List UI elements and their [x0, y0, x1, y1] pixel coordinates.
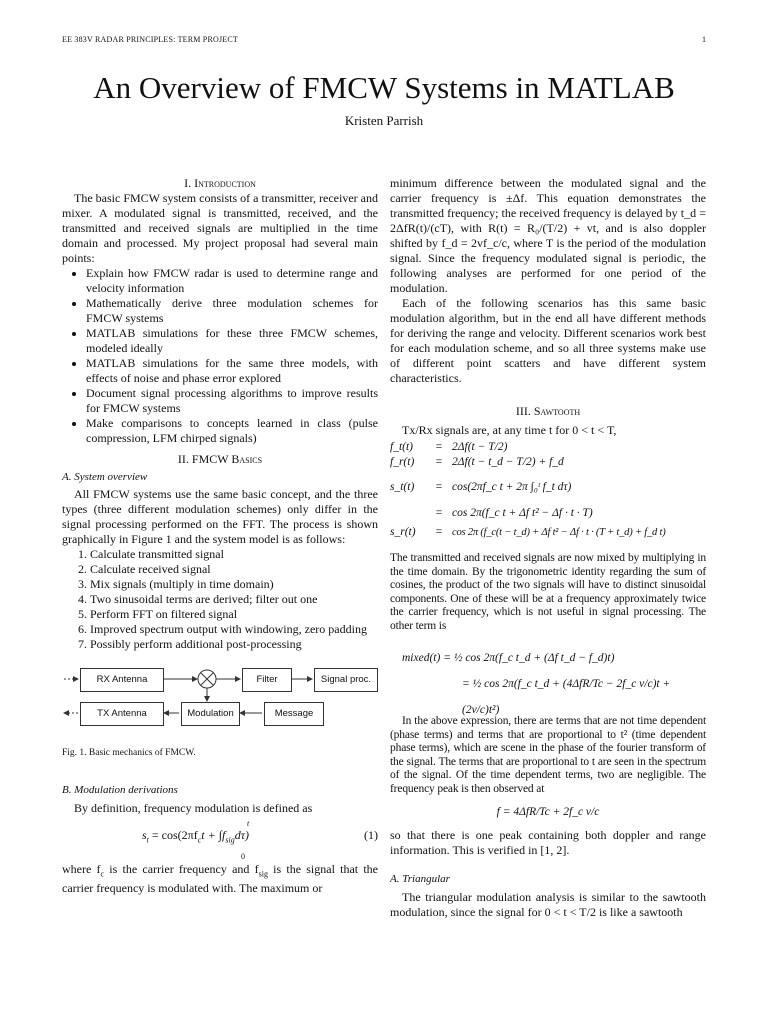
mixing-paragraph: The transmitted and received signals are now mixed by multiplying in the time domain. By the trigonometric identity regarding the sum of cosines, the product of the two signals will have to distinct sinusoidal components. One of these will be at a frequency approximately twice the carrier frequency, which is not useful in signal processing. The other term is: [390, 552, 706, 632]
author: Kristen Parrish: [344, 113, 424, 128]
section-heading-introduction: I. Introduction: [184, 176, 256, 190]
list-item: 5. Perform FFT on filtered signal: [90, 607, 378, 622]
modulation-block: Modulation: [181, 702, 240, 726]
paper-title: An Overview of FMCW Systems in MATLAB: [93, 70, 675, 105]
tx-antenna-block: TX Antenna: [80, 702, 164, 726]
list-item: • Explain how FMCW radar is used to determine range and velocity information: [86, 266, 378, 296]
list-item: 7. Possibly perform additional post-processing: [90, 637, 378, 652]
equation-row: f_t(t) = 2Δf(t − T/2): [390, 441, 508, 453]
sawtooth-intro: Tx/Rx signals are, at any time t for 0 < t < T,: [402, 423, 617, 437]
equation-1: $s_t = \cos(2\pi f_ct + \int f_{sig}d\tau)$ t 0 (1): [142, 819, 378, 861]
frequency-difference-paragraph: minimum difference between the modulated signal and the carrier frequency is ±Δf. This equation demonstrates the transmitted frequency; the received frequency is delayed by t_d = 2ΔfR(t)/(cT), with R(t) = R₀/(T/2) + vt, and is also doppler shifted by f_d = 2vf_c/c, where T is the period of the modulation signal. Since the frequency modulated signal is periodic, the following analyses are performed for one period of the modulation.: [390, 176, 706, 295]
equation-row: = cos 2π(f_c t + Δf t² − Δf · t · T): [435, 507, 593, 519]
left-column: [62, 176, 378, 896]
system-overview-paragraph: All FMCW systems use the same basic concept, and the three types (three different modulation schemes) only differ in the signal processing performed on the FFT. The process is shown graphically in Figure 1 and the system model is as follows:: [62, 487, 378, 546]
list-item: 4. Two sinusoidal terms are derived; filter out one: [90, 592, 378, 607]
equation-row: s_r(t) = cos 2π (f_c(t − t_d) + Δf t² − Δf · t · (T + t_d) + f_d t): [390, 526, 666, 538]
section-heading-sawtooth: III. Sawtooth: [515, 404, 581, 418]
list-item: 6. Improved spectrum output with windowing, zero padding: [90, 622, 378, 637]
proposal-bullet-list: [62, 266, 378, 446]
intro-paragraph: The basic FMCW system consists of a transmitter, receiver and mixer. A modulated signal is transmitted, received, and the transmitted and received signals are multiplied in the time domain and processed. My project proposal had several main points:: [62, 191, 378, 265]
subsection-heading-triangular: A. Triangular: [390, 873, 450, 885]
list-item: • Mathematically derive three modulation schemes for FMCW systems: [86, 296, 378, 326]
rx-antenna-block: RX Antenna: [80, 668, 164, 692]
equation-row: s_t(t) = cos(2πf_c t + 2π ∫₀ᵗ f_t dτ): [390, 480, 572, 493]
triangular-paragraph: The triangular modulation analysis is similar to the sawtooth modulation, since the signal for 0 < t < T/2 is like a sawtooth: [390, 890, 706, 919]
figure-caption: Fig. 1. Basic mechanics of FMCW.: [62, 748, 196, 758]
running-header-left: EE 383V RADAR PRINCIPLES: TERM PROJECT: [62, 35, 238, 44]
list-item: • MATLAB simulations for the same three models, with effects of noise and phase error explored: [86, 356, 378, 386]
subsection-heading-system-overview: A. System overview: [62, 471, 148, 483]
message-block: Message: [264, 702, 324, 726]
peak-verification-paragraph: so that there is one peak containing both doppler and range information. This is verified in [1, 2].: [390, 828, 706, 857]
system-model-steps: [62, 547, 378, 652]
list-item: • Make comparisons to concepts learned in class (pulse compression, LFM chirped signals): [86, 416, 378, 446]
list-item: • Document signal processing algorithms to improve results for FMCW systems: [86, 386, 378, 416]
section-heading-fmcw-basics: II. FMCW Basics: [177, 452, 263, 466]
modulation-definition-paragraph: By definition, frequency modulation is defined as: [74, 801, 313, 815]
sawtooth-equations: [390, 440, 706, 542]
mixed-signal-equations: mixed(t) = ½ cos 2π(f_c t_d + (Δf t_d − f_d)t) = ½ cos 2π(f_c t_d + (4ΔfR/Tc − 2f_c v/c)t + (2v/c)t²): [402, 652, 671, 716]
page-number: 1: [702, 35, 707, 44]
equation-row: f_r(t) = 2Δf(t − t_d − T/2) + f_d: [390, 456, 564, 468]
scenarios-paragraph: Each of the following scenarios has this same basic modulation algorithm, but in the end all have different methods for deriving the range and velocity. Different scenarios work best for each modulation scheme, and so all three systems make use of different point scatters and have different system characteristics.: [390, 296, 706, 385]
list-item: • MATLAB simulations for these three FMCW schemes, modeled ideally: [86, 326, 378, 356]
filter-block: Filter: [242, 668, 292, 692]
fmcw-block-diagram: [62, 664, 378, 746]
modulation-where-paragraph: where $f_c$ is the carrier frequency and $f_{sig}$ is the signal that the carrier frequency is modulated with. The maximum or: [62, 862, 379, 896]
signal-proc-block: Signal proc.: [314, 668, 378, 692]
right-column: [390, 176, 706, 920]
list-item: 3. Mix signals (multiply in time domain): [90, 577, 378, 592]
phase-terms-paragraph: In the above expression, there are terms that are not time dependent (phase terms) and terms that are proportional to t² (time dependent phase terms), which are scene in the phase of the fourier transform of the signal. The terms that are proportional to t are seen in the spectrum of the signal. Of the time dependent terms, two are negligible. The frequency peak is then observed at: [390, 715, 706, 795]
frequency-peak-equation: f = 4ΔfR/Tc + 2f_c v/c: [496, 806, 600, 818]
equation-number: (1): [364, 828, 378, 842]
equation-1-body: $s_t = \cos(2\pi f_ct + \int f_{sig}d\tau)$: [142, 828, 249, 845]
list-item: 1. Calculate transmitted signal: [90, 547, 378, 562]
list-item: 2. Calculate received signal: [90, 562, 378, 577]
subsection-heading-modulation-derivations: B. Modulation derivations: [62, 784, 178, 796]
